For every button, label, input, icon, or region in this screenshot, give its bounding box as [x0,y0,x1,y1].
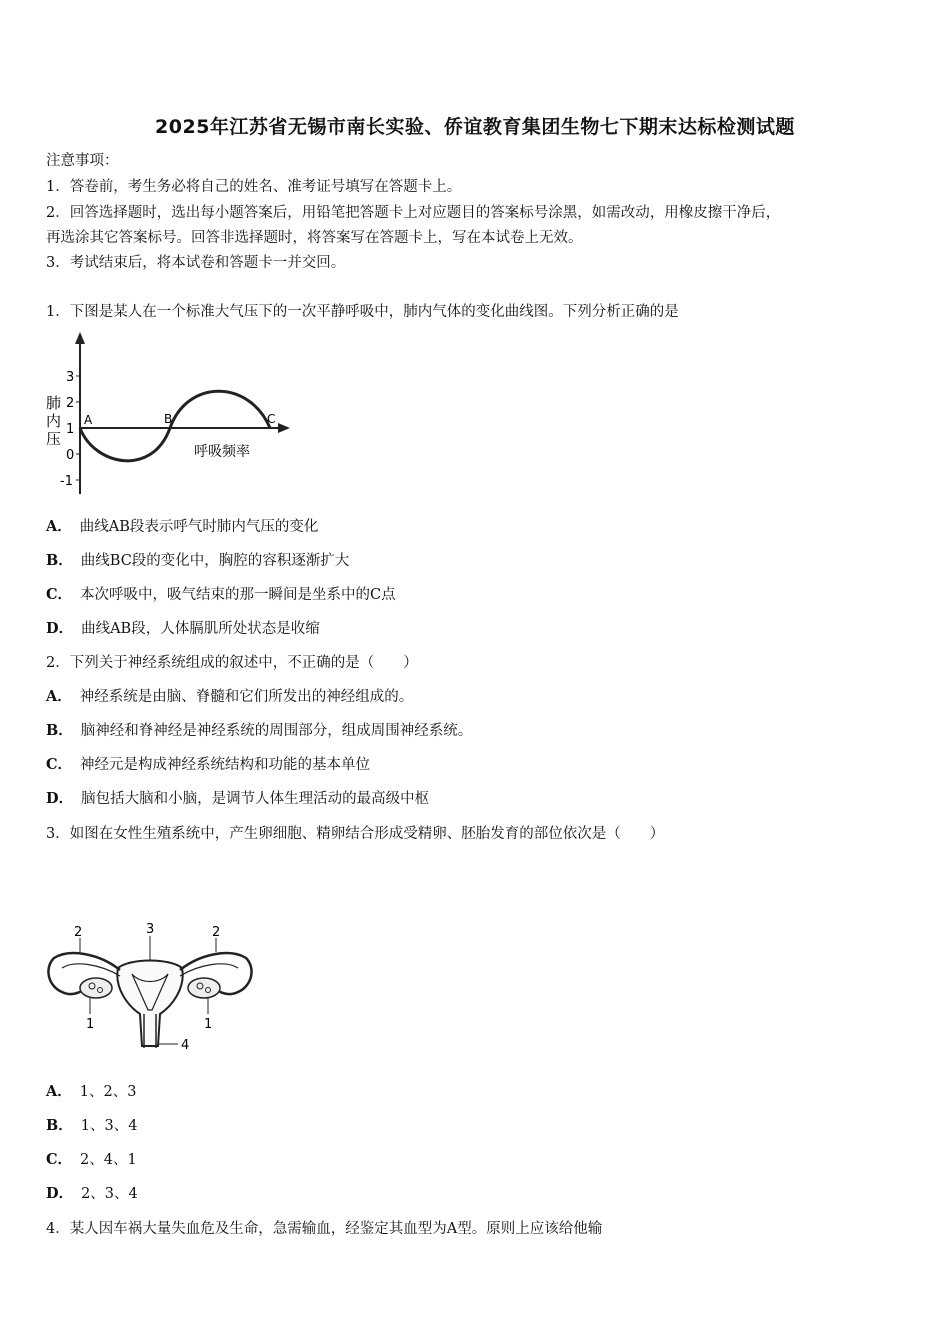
q3-option-a[interactable]: A． 1、2、3 [46,1083,137,1100]
y-label-char-1: 肺 [46,394,62,412]
lung-pressure-graph [44,330,294,500]
question-4-stem: 4．某人因车祸大量失血危及生命，急需输血，经鉴定其血型为A型。原则上应该给他输 [46,1221,603,1237]
y-tick-0: 0 [66,448,75,463]
q3-option-c[interactable]: C． 2、4、1 [46,1151,137,1168]
point-c-label: C [267,412,276,426]
question-2-stem: 2．下列关于神经系统组成的叙述中，不正确的是（ ） [46,655,418,671]
q1-option-b[interactable]: B． 曲线BC段的变化中，胸腔的容积逐渐扩大 [46,552,350,569]
label-2-right: 2 [212,925,221,940]
female-reproductive-diagram [40,918,260,1056]
y-tick-1: 1 [66,422,75,437]
notice-item-2b: 再选涂其它答案标号。回答非选择题时，将答案写在答题卡上，写在本试卷上无效。 [46,230,583,246]
q3-option-d[interactable]: D． 2、3、4 [46,1185,138,1202]
label-4: 4 [181,1038,190,1053]
y-label-char-2: 内 [46,412,62,430]
point-a-label: A [84,413,93,427]
y-axis-arrow [75,332,85,344]
notice-item-2a: 2．回答选择题时，选出每小题答案后，用铅笔把答题卡上对应题目的答案标号涂黑，如需改动，用橡皮擦干净后， [46,205,781,221]
y-tick-3: 3 [66,370,75,385]
q2-option-d[interactable]: D． 脑包括大脑和小脑，是调节人体生理活动的最高级中枢 [46,790,430,807]
q2-option-b[interactable]: B． 脑神经和脊神经是神经系统的周围部分，组成周围神经系统。 [46,722,473,739]
notice-heading: 注意事项： [46,153,119,169]
q2-option-a[interactable]: A． 神经系统是由脑、脊髓和它们所发出的神经组成的。 [46,688,414,705]
left-ovary [80,978,112,998]
question-3-stem: 3．如图在女性生殖系统中，产生卵细胞、精卵结合形成受精卵、胚胎发育的部位依次是（ ） [46,826,665,842]
q1-option-d[interactable]: D． 曲线AB段，人体膈肌所处状态是收缩 [46,620,320,637]
point-b-label: B [164,412,173,426]
q2-option-c[interactable]: C． 神经元是构成神经系统结构和功能的基本单位 [46,756,371,773]
label-1-left: 1 [86,1017,95,1032]
x-axis-arrow [278,423,290,433]
label-3: 3 [146,922,155,937]
notice-item-3: 3．考试结束后，将本试卷和答题卡一并交回。 [46,255,346,271]
x-axis-label: 呼吸频率 [194,444,250,460]
page-title: 2025年江苏省无锡市南长实验、侨谊教育集团生物七下期末达标检测试题 [155,116,795,138]
question-1-stem: 1．下图是某人在一个标准大气压下的一次平静呼吸中，肺内气体的变化曲线图。下列分析正确的是 [46,304,679,320]
label-1-right: 1 [204,1017,213,1032]
y-tick-neg1: -1 [60,474,73,489]
q1-option-a[interactable]: A． 曲线AB段表示呼气时肺内气压的变化 [46,518,319,535]
y-label-char-3: 压 [46,430,62,448]
uterus [117,961,182,1047]
right-ovary [188,978,220,998]
label-2-left: 2 [74,925,83,940]
q1-option-c[interactable]: C． 本次呼吸中，吸气结束的那一瞬间是坐系中的C点 [46,586,396,603]
notice-item-1: 1．答卷前，考生务必将自己的姓名、准考证号填写在答题卡上。 [46,179,462,195]
y-tick-2: 2 [66,396,75,411]
q3-option-b[interactable]: B． 1、3、4 [46,1117,138,1134]
